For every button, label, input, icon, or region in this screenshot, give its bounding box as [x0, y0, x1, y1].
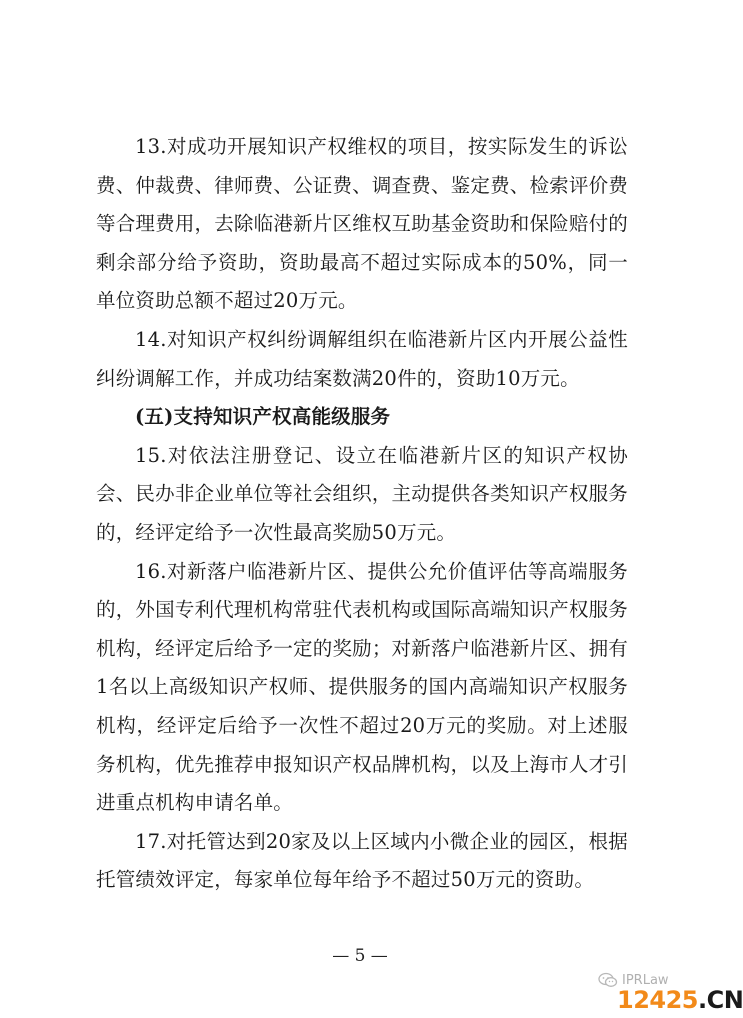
paragraph-16: 16.对新落户临港新片区、提供公允价值评估等高端服务的，外国专利代理机构常驻代表机构或国际高端知识产权服务机构，经评定后给予一定的奖励；对新落户临港新片区、拥有1名以上高级知识产权师、提供服务的国内高端知识产权服务机构，经评定后给予一次性不超过20万元的奖励。对上述服务机构，优先推荐申报知识产权品牌机构，以及上海市人才引进重点机构申请名单。: [96, 559, 628, 815]
site-logo: [617, 986, 743, 1014]
paragraph-13: 13.对成功开展知识产权维权的项目，按实际发生的诉讼费、仲裁费、律师费、公证费、调查费、鉴定费、检索评价费等合理费用，去除临港新片区维权互助基金资助和保险赔付的剩余部分给予资助，资助最高不超过实际成本的50%，同一单位资助总额不超过20万元。: [96, 135, 628, 313]
section-heading: (五)支持知识产权高能级服务: [135, 405, 391, 429]
paragraph-14: 14.对知识产权纠纷调解组织在临港新片区内开展公益性纠纷调解工作，并成功结案数满20件的，资助10万元。: [96, 327, 628, 390]
paragraph-17: 17.对托管达到20家及以上区域内小微企业的园区，根据托管绩效评定，每家单位每年给予不超过50万元的资助。: [96, 829, 628, 892]
wechat-account-name: IPRLaw: [622, 972, 669, 988]
site-logo-suffix: .CN: [698, 986, 743, 1014]
wechat-icon: [598, 972, 618, 988]
page-number: — 5 —: [332, 946, 388, 966]
paragraph-15: 15.对依法注册登记、设立在临港新片区的知识产权协会、民办非企业单位等社会组织，主动提供各类知识产权服务的，经评定给予一次性最高奖励50万元。: [96, 443, 628, 544]
document-body: [96, 128, 628, 900]
site-logo-number: 12425: [617, 986, 698, 1014]
